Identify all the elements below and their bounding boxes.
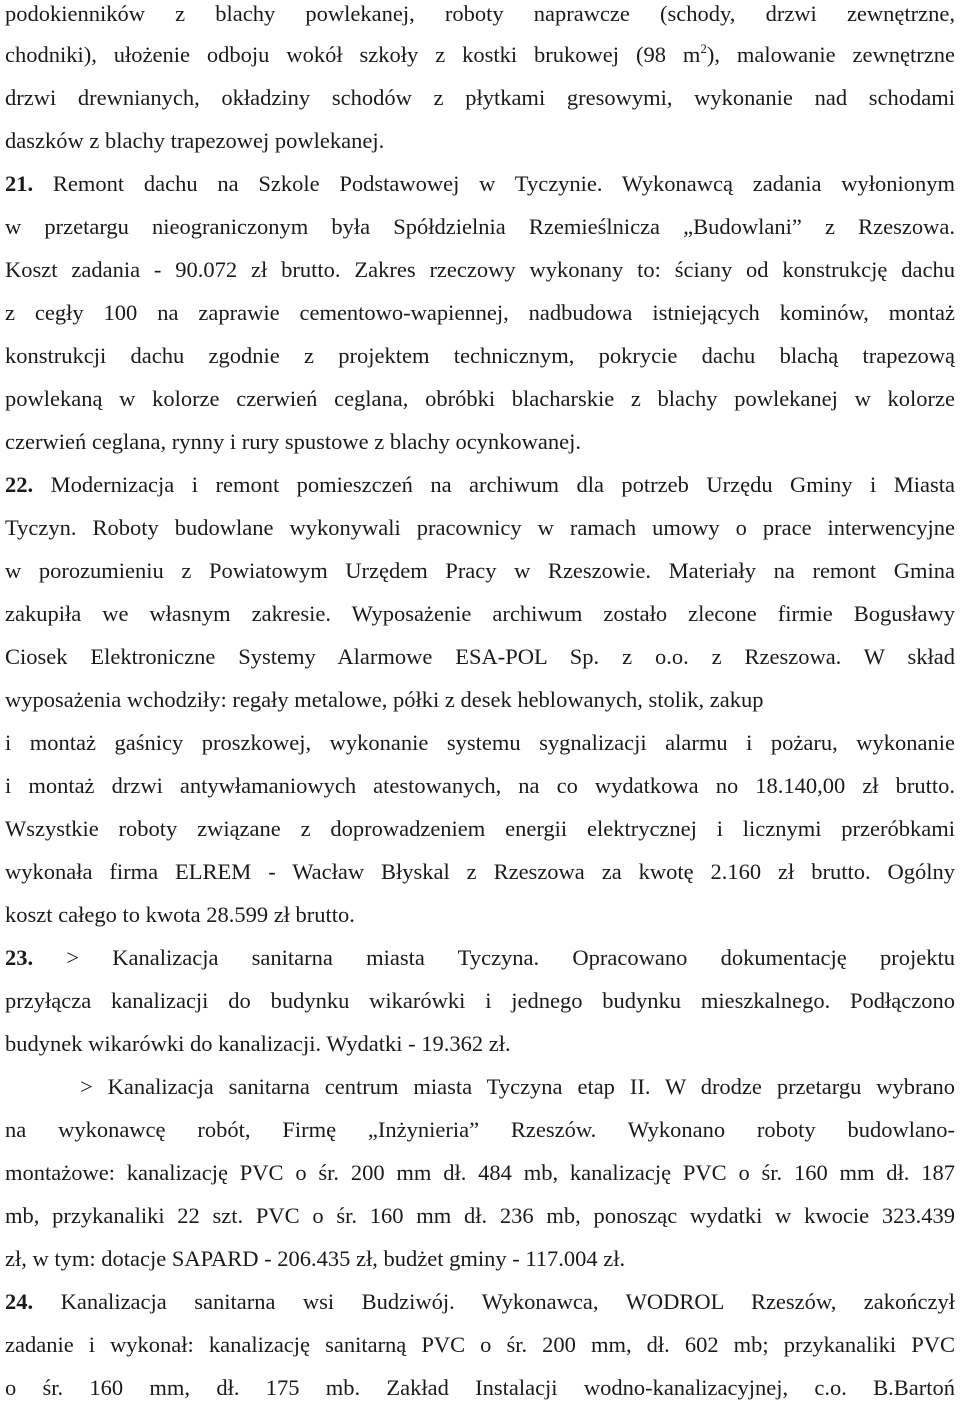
- line-text: wykonała firma ELREM - Wacław Błyskal z Rzeszowa za kwotę 2.160 zł brutto. Ogólny: [5, 859, 955, 884]
- line-text: Tyczyn. Roboty budowlane wykonywali pracownicy w ramach umowy o prace interwencyjne: [5, 515, 955, 540]
- line-text: Wszystkie roboty związane z doprowadzeniem energii elektrycznej i licznymi przeróbkami: [5, 816, 955, 841]
- line-text: z cegły 100 na zaprawie cementowo-wapiennej, nadbudowa istniejących kominów, montaż: [5, 300, 955, 325]
- section-number: 24.: [5, 1289, 34, 1314]
- line-text: > Kanalizacja sanitarna miasta Tyczyna. Opracowano dokumentację projektu: [33, 945, 955, 970]
- line-text: > Kanalizacja sanitarna centrum miasta Tyczyna etap II. W drodze przetargu wybrano: [80, 1074, 955, 1099]
- text-line: [80, 1073, 955, 1101]
- text-line: [5, 557, 955, 585]
- section-heading-21: [5, 170, 955, 198]
- line-text: Remont dachu na Szkole Podstawowej w Tyczynie. Wykonawcą zadania wyłonionym: [33, 171, 955, 196]
- line-text: powlekaną w kolorze czerwień ceglana, obróbki blacharskie z blachy powlekanej w kolorze: [5, 386, 955, 411]
- text-line: [5, 342, 955, 370]
- line-text: wyposażenia wchodziły: regały metalowe, półki z desek heblowanych, stolik, zakup: [5, 687, 764, 712]
- line-text: zakupiła we własnym zakresie. Wyposażenie archiwum zostało zlecone firmie Bogusławy: [5, 601, 955, 626]
- line-text: przyłącza kanalizacji do budynku wikarówki i jednego budynku mieszkalnego. Podłączono: [5, 988, 955, 1013]
- line-text: Modernizacja i remont pomieszczeń na archiwum dla potrzeb Urzędu Gminy i Miasta: [33, 472, 955, 497]
- text-line: [5, 1245, 955, 1273]
- text-line: [5, 0, 955, 28]
- line-text: montażowe: kanalizację PVC o śr. 200 mm dł. 484 mb, kanalizację PVC o śr. 160 mm dł. 187: [5, 1160, 955, 1185]
- text-line: [5, 686, 955, 714]
- text-line: [5, 772, 955, 800]
- line-text: i montaż drzwi antywłamaniowych atestowanych, na co wydatkowa no 18.140,00 zł brutto.: [5, 773, 955, 798]
- text-line: [5, 1159, 955, 1187]
- text-line: [5, 256, 955, 284]
- line-text: zł, w tym: dotacje SAPARD - 206.435 zł, budżet gminy - 117.004 zł.: [5, 1246, 626, 1271]
- text-line: [5, 600, 955, 628]
- section-heading-22: [5, 471, 955, 499]
- line-text: konstrukcji dachu zgodnie z projektem technicznym, pokrycie dachu blachą trapezową: [5, 343, 955, 368]
- superscript: 2: [700, 40, 707, 56]
- section-heading-24: [5, 1288, 955, 1316]
- text-line: [5, 385, 955, 413]
- line-text: i montaż gaśnicy proszkowej, wykonanie systemu sygnalizacji alarmu i pożaru, wykonanie: [5, 730, 955, 755]
- line-text: Koszt zadania - 90.072 zł brutto. Zakres rzeczowy wykonany to: ściany od konstrukcję dachu: [5, 257, 955, 282]
- line-text: podokienników z blachy powlekanej, roboty naprawcze (schody, drzwi zewnętrzne,: [5, 1, 955, 26]
- line-text: zadanie i wykonał: kanalizację sanitarną PVC o śr. 200 mm, dł. 602 mb; przykanaliki PVC: [5, 1332, 955, 1357]
- text-line: [5, 729, 955, 757]
- line-text: na wykonawcę robót, Firmę „Inżynieria” Rzeszów. Wykonano roboty budowlano-: [5, 1117, 955, 1142]
- line-text: daszków z blachy trapezowej powlekanej.: [5, 128, 385, 153]
- line-text: o śr. 160 mm, dł. 175 mb. Zakład Instalacji wodno-kanalizacyjnej, c.o. B.Bartoń: [5, 1375, 955, 1400]
- section-heading-23: [5, 944, 955, 972]
- text-line: [5, 858, 955, 886]
- text-line: [5, 1116, 955, 1144]
- line-text: w porozumieniu z Powiatowym Urzędem Pracy w Rzeszowie. Materiały na remont Gmina: [5, 558, 955, 583]
- text-line: [5, 1331, 955, 1359]
- line-text: koszt całego to kwota 28.599 zł brutto.: [5, 902, 355, 927]
- text-line: [5, 127, 955, 155]
- text-line: [5, 213, 955, 241]
- line-text: chodniki), ułożenie odboju wokół szkoły z kostki brukowej (98 m: [5, 42, 701, 67]
- text-line: [5, 84, 955, 112]
- text-line: [5, 41, 955, 69]
- text-line: [5, 428, 955, 456]
- line-text: Kanalizacja sanitarna wsi Budziwój. Wykonawca, WODROL Rzeszów, zakończył: [33, 1289, 955, 1314]
- section-number: 23.: [5, 945, 34, 970]
- text-line: [5, 901, 955, 929]
- text-line: [5, 514, 955, 542]
- text-line: [5, 1374, 955, 1402]
- line-text: w przetargu nieograniczonym była Spółdzielnia Rzemieślnicza „Budowlani” z Rzeszowa.: [5, 214, 955, 239]
- text-line: [5, 987, 955, 1015]
- text-line: [5, 815, 955, 843]
- section-number: 21.: [5, 171, 34, 196]
- text-line: [5, 643, 955, 671]
- section-number: 22.: [5, 472, 34, 497]
- line-text: ), malowanie zewnętrzne: [706, 42, 955, 67]
- text-line: [5, 1202, 955, 1230]
- line-text: mb, przykanaliki 22 szt. PVC o śr. 160 mm dł. 236 mb, ponosząc wydatki w kwocie 323.439: [5, 1203, 955, 1228]
- text-line: [5, 1030, 955, 1058]
- line-text: budynek wikarówki do kanalizacji. Wydatki - 19.362 zł.: [5, 1031, 511, 1056]
- line-text: Ciosek Elektroniczne Systemy Alarmowe ESA-POL Sp. z o.o. z Rzeszowa. W skład: [5, 644, 955, 669]
- line-text: czerwień ceglana, rynny i rury spustowe z blachy ocynkowanej.: [5, 429, 582, 454]
- text-line: [5, 299, 955, 327]
- line-text: drzwi drewnianych, okładziny schodów z płytkami gresowymi, wykonanie nad schodami: [5, 85, 955, 110]
